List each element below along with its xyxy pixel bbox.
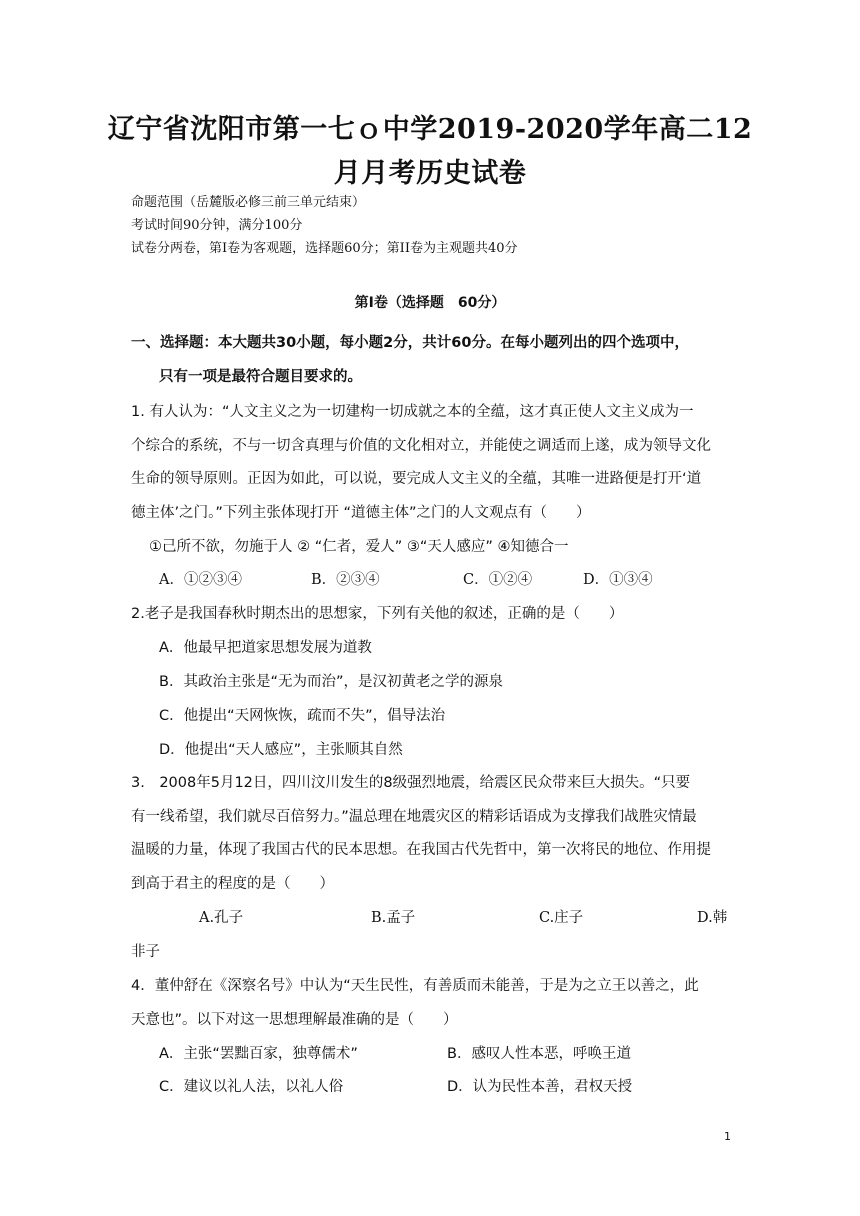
q4-option-c: C．建议以礼人法，以礼人俗: [159, 1079, 344, 1095]
section-title: 第Ⅰ卷（选择题 60分）: [354, 295, 506, 311]
q3-option-b: B.孟子: [371, 910, 416, 926]
q2-option-c: C．他提出“天网恢恢，疏而不失”，倡导法治: [159, 708, 446, 724]
q1-option-d: D．①③④: [583, 572, 653, 588]
q3-option-d-wrap: 非子: [131, 944, 160, 960]
q1-stem-line-4: 德主体’之门。”下列主张体现打开 “道德主体”之门的人文观点有（ ）: [131, 505, 591, 521]
instruction-line-1: 一、选择题：本大题共30小题，每小题2分，共计60分。在每小题列出的四个选项中，: [131, 335, 689, 351]
q1-sub-items: ①己所不欲，勿施于人 ② “仁者，爱人” ③“天人感应” ④知德合一: [149, 539, 569, 555]
q4-stem-line-1: 4．董仲舒在《深察名号》中认为“天生民性，有善质而未能善，于是为之立王以善之，此: [131, 978, 699, 994]
meta-scope: 命题范围（岳麓版必修三前三单元结束）: [131, 195, 366, 210]
q3-option-d: D.韩: [697, 910, 728, 926]
q3-stem-line-4: 到高于君主的程度的是（ ）: [131, 876, 334, 892]
q3-option-c: C.庄子: [539, 910, 584, 926]
q1-stem-line-2: 个综合的系统，不与一切含真理与价值的文化相对立，并能使之调适而上遂，成为领导文化: [131, 438, 711, 454]
q1-option-b: B．②③④: [311, 572, 380, 588]
q4-option-d: D．认为民性本善，君权天授: [447, 1079, 633, 1095]
q2-option-d: D．他提出“天人感应”，主张顺其自然: [159, 742, 403, 758]
q3-option-a: A.孔子: [199, 910, 244, 926]
document-title-line-1: 辽宁省沈阳市第一七ｏ中学2019-2020学年高二12: [107, 114, 753, 145]
q3-stem-line-3: 温暖的力量，体现了我国古代的民本思想。在我国古代先哲中，第一次将民的地位、作用提: [131, 842, 711, 858]
q2-option-a: A．他最早把道家思想发展为道教: [159, 640, 372, 656]
instruction-line-2: 只有一项是最符合题目要求的。: [159, 369, 362, 385]
q2-stem: 2.老子是我国春秋时期杰出的思想家，下列有关他的叙述，正确的是（ ）: [131, 606, 624, 622]
meta-time: 考试时间90分钟，满分100分: [131, 218, 303, 233]
q3-stem-line-2: 有一线希望，我们就尽百倍努力。”温总理在地震灾区的精彩话语成为支撑我们战胜灾情最: [131, 809, 697, 825]
q1-stem-line-3: 生命的领导原则。正因为如此，可以说，要完成人文主义的全蕴，其唯一进路便是打开‘道: [131, 471, 702, 487]
document-title-line-2: 月月考历史试卷: [333, 158, 527, 189]
q4-stem-line-2: 天意也”。以下对这一思想理解最准确的是（ ）: [131, 1012, 458, 1028]
q1-stem-line-1: 1. 有人认为：“人文主义之为一切建构一切成就之本的全蕴，这才真正使人文主义成为一: [131, 404, 694, 420]
q3-stem-line-1: 3. 2008年5月12日，四川汶川发生的8级强烈地震，给震区民众带来巨大损失。“只要: [131, 775, 691, 791]
q4-option-a: A．主张“罢黜百家，独尊儒术”: [159, 1046, 358, 1062]
q1-option-a: A．①②③④: [159, 572, 242, 588]
page-number: 1: [724, 1130, 731, 1143]
q1-option-c: C．①②④: [463, 572, 533, 588]
meta-structure: 试卷分两卷，第Ⅰ卷为客观题，选择题60分；第II卷为主观题共40分: [131, 241, 518, 256]
q2-option-b: B．其政治主张是“无为而治”，是汉初黄老之学的源泉: [159, 674, 503, 690]
q4-option-b: B．感叹人性本恶，呼唤王道: [447, 1046, 631, 1062]
